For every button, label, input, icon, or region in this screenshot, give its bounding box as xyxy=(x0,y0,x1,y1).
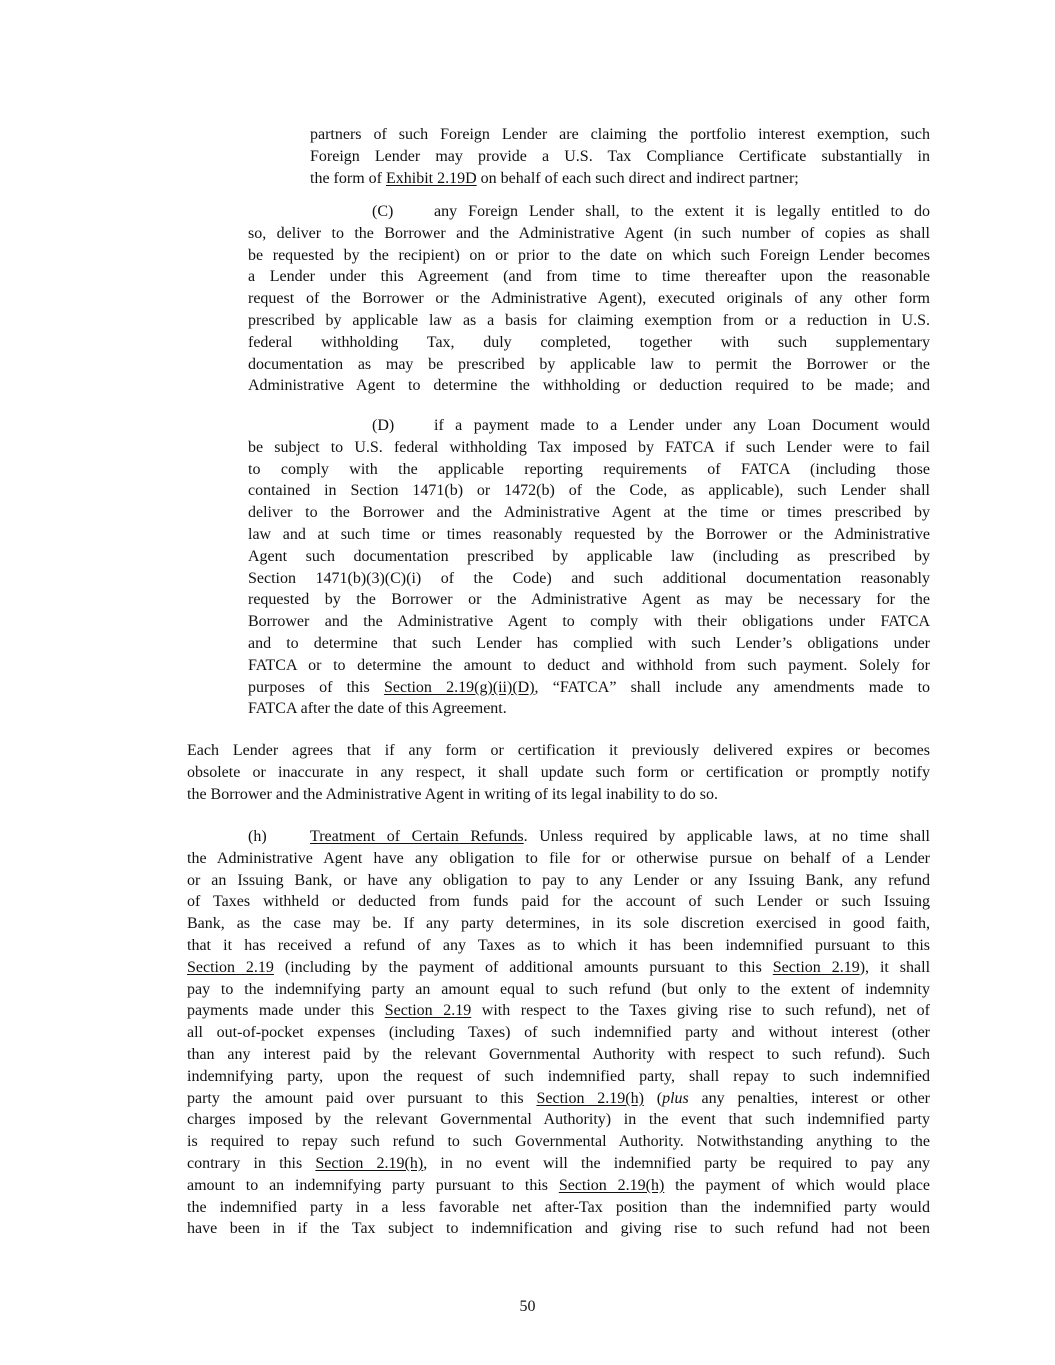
text-line xyxy=(248,354,930,376)
italic-term: plus xyxy=(662,1089,689,1107)
text-run: the Borrower and the Administrative Agent in writing of its legal inability to do so. xyxy=(187,785,719,803)
cross-reference: Exhibit 2.19D xyxy=(385,169,477,187)
text-run: all out-of-pocket expenses (including Taxes) of such indemnified party and without interest (other xyxy=(187,1024,930,1042)
text-line xyxy=(187,1044,930,1066)
text-line xyxy=(248,288,930,310)
text-line xyxy=(248,375,930,397)
text-run: Borrower and the Administrative Agent to comply with their obligations under FATCA xyxy=(248,613,930,631)
text-run: request of the Borrower or the Administrative Agent), executed originals of any other form xyxy=(248,290,930,308)
text-line xyxy=(248,633,930,655)
text-line xyxy=(187,1066,930,1088)
paragraph-a xyxy=(310,124,930,189)
clause-label: (h) xyxy=(248,828,267,845)
text-run: the payment of which would place xyxy=(664,1176,930,1194)
text-line xyxy=(248,266,930,288)
text-run: purposes of this xyxy=(248,678,384,696)
paragraph-c xyxy=(248,201,930,397)
text-run: Section 1471(b)(3)(C)(i) of the Code) and such additional documentation reasonably xyxy=(248,569,930,587)
text-line xyxy=(248,611,930,633)
text-line xyxy=(187,826,930,848)
text-line xyxy=(248,245,930,267)
text-line xyxy=(248,332,930,354)
text-line xyxy=(248,655,930,677)
text-run: on behalf of each such direct and indirect partner; xyxy=(476,169,799,187)
text-line xyxy=(187,1022,930,1044)
text-run: with respect to the Taxes giving rise to such refund), net of xyxy=(471,1002,931,1020)
text-line xyxy=(248,223,930,245)
text-run: deliver to the Borrower and the Administrative Agent at the time or times prescribed by xyxy=(248,504,930,522)
text-run: and to determine that such Lender has complied with such Lender’s obligations under xyxy=(248,634,930,652)
text-run: be requested by the recipient) on or prior to the date on which such Foreign Lender becomes xyxy=(248,246,930,264)
text-run: that it has received a refund of any Taxes as to which it has been indemnified pursuant to this xyxy=(187,936,930,954)
text-run: party the amount paid over pursuant to this xyxy=(187,1089,537,1107)
text-run: a Lender under this Agreement (and from time to time thereafter upon the reasonable xyxy=(248,268,930,286)
text-line xyxy=(248,310,930,332)
text-line xyxy=(310,168,930,190)
text-run: the form of xyxy=(310,169,386,187)
text-run: have been in if the Tax subject to indemnification and giving rise to such refund had not been xyxy=(187,1220,930,1238)
text-run: any Foreign Lender shall, to the extent it is legally entitled to do xyxy=(434,203,930,220)
text-line xyxy=(187,979,930,1001)
text-line xyxy=(187,1131,930,1153)
text-line xyxy=(187,1000,930,1022)
text-run: if a payment made to a Lender under any Loan Document would xyxy=(434,417,930,434)
text-run: partners of such Foreign Lender are claiming the portfolio interest exemption, such xyxy=(310,126,930,143)
text-run: prescribed by applicable law as a basis for claiming exemption from or a reduction in U.S. xyxy=(248,311,930,329)
paragraph-h xyxy=(187,826,930,1240)
text-line xyxy=(248,502,930,524)
text-line xyxy=(187,913,930,935)
text-run: amount to an indemnifying party pursuant to this xyxy=(187,1176,559,1194)
text-run: contained in Section 1471(b) or 1472(b) of the Code, as applicable), such Lender shall xyxy=(248,482,930,500)
text-line xyxy=(248,524,930,546)
text-line xyxy=(187,784,930,806)
text-run: ), it shall xyxy=(859,958,931,976)
text-line xyxy=(187,870,930,892)
clause-label: (D) xyxy=(372,417,395,434)
text-line xyxy=(310,146,930,168)
text-run: charges imposed by the relevant Governmental Authority) in the event that such indemnified party xyxy=(187,1111,930,1129)
cross-reference: Section 2.19(h) xyxy=(558,1176,665,1194)
text-run: the Administrative Agent have any obligation to file for or otherwise pursue on behalf of a Lender xyxy=(187,849,930,867)
clause-label: (C) xyxy=(372,203,394,220)
text-run: , “FATCA” shall include any amendments made to xyxy=(534,678,931,696)
text-run: pay to the indemnifying party an amount equal to such refund (but only to the extent of indemnity xyxy=(187,980,930,998)
page-number: 50 xyxy=(519,1298,536,1315)
text-run: be subject to U.S. federal withholding Tax imposed by FATCA if such Lender were to fail xyxy=(248,438,930,456)
text-run: federal withholding Tax, duly completed, together with such supplementary xyxy=(248,333,930,351)
paragraph-d xyxy=(248,415,930,720)
text-run: obsolete or inaccurate in any respect, it shall update such form or certification or promptly notify xyxy=(187,763,930,781)
text-line xyxy=(310,124,930,146)
text-run: to comply with the applicable reporting requirements of FATCA (including those xyxy=(248,460,930,478)
cross-reference: Treatment of Certain Refunds xyxy=(310,828,524,845)
cross-reference: Section 2.19 xyxy=(187,958,274,976)
text-line xyxy=(248,459,930,481)
text-run: ( xyxy=(643,1089,663,1107)
text-run: payments made under this xyxy=(187,1002,385,1020)
text-run: Administrative Agent to determine the withholding or deduction required to be made; and xyxy=(248,377,930,395)
text-line xyxy=(248,480,930,502)
text-run: requested by the Borrower or the Administrative Agent as may be necessary for the xyxy=(248,591,930,609)
text-line xyxy=(187,957,930,979)
text-line xyxy=(248,437,930,459)
text-run: Each Lender agrees that if any form or certification it previously delivered expires or becomes xyxy=(187,742,930,759)
text-line xyxy=(248,415,930,437)
text-line xyxy=(187,762,930,784)
text-line xyxy=(187,740,930,762)
cross-reference: Section 2.19(g)(ii)(D) xyxy=(383,678,535,696)
text-line xyxy=(248,201,930,223)
cross-reference: Section 2.19(h) xyxy=(536,1089,644,1107)
text-line xyxy=(187,1197,930,1219)
text-line xyxy=(187,935,930,957)
text-run: any penalties, interest or other xyxy=(688,1089,931,1107)
text-line xyxy=(187,1088,930,1110)
text-line xyxy=(187,1218,930,1240)
text-line xyxy=(187,1153,930,1175)
text-run: , in no event will the indemnified party be required to pay any xyxy=(423,1154,930,1172)
paragraph-e xyxy=(187,740,930,805)
text-line xyxy=(187,1175,930,1197)
text-line xyxy=(248,546,930,568)
text-line xyxy=(248,698,930,720)
text-run: Agent such documentation prescribed by applicable law (including as prescribed by xyxy=(248,547,930,565)
text-run: Foreign Lender may provide a U.S. Tax Compliance Certificate substantially in xyxy=(310,147,930,165)
text-run: is required to repay such refund to such Governmental Authority. Notwithstanding anything to the xyxy=(187,1133,930,1151)
text-run: than any interest paid by the relevant Governmental Authority with respect to such refund). Such xyxy=(187,1045,930,1063)
text-run: of Taxes withheld or deducted from funds paid for the account of such Lender or such Issuing xyxy=(187,893,930,911)
text-line xyxy=(248,568,930,590)
cross-reference: Section 2.19 xyxy=(772,958,860,976)
text-line xyxy=(187,848,930,870)
text-run: so, deliver to the Borrower and the Administrative Agent (in such number of copies as shall xyxy=(248,224,930,242)
text-run: documentation as may be prescribed by applicable law to permit the Borrower or the xyxy=(248,355,930,373)
text-line xyxy=(187,1109,930,1131)
text-run: (including by the payment of additional amounts pursuant to this xyxy=(273,958,773,976)
text-run: or an Issuing Bank, or have any obligation to pay to any Lender or any Issuing Bank, any refund xyxy=(187,871,930,889)
text-line xyxy=(248,677,930,699)
text-run: Bank, as the case may be. If any party determines, in its sole discretion exercised in good faith, xyxy=(187,915,930,933)
cross-reference: Section 2.19 xyxy=(384,1002,472,1020)
text-line xyxy=(248,589,930,611)
text-run: contrary in this xyxy=(187,1154,316,1172)
text-run: FATCA or to determine the amount to deduct and withhold from such payment. Solely for xyxy=(248,656,930,674)
text-run: . Unless required by applicable laws, at no time shall xyxy=(523,828,930,845)
text-run: the indemnified party in a less favorable net after-Tax position than the indemnified party would xyxy=(187,1198,930,1216)
text-run: FATCA after the date of this Agreement. xyxy=(248,700,507,718)
text-line xyxy=(187,891,930,913)
text-run: law and at such time or times reasonably requested by the Borrower or the Administrative xyxy=(248,525,930,543)
cross-reference: Section 2.19(h) xyxy=(315,1154,424,1172)
text-run: indemnifying party, upon the request of such indemnified party, shall repay to such indemnified xyxy=(187,1067,930,1085)
